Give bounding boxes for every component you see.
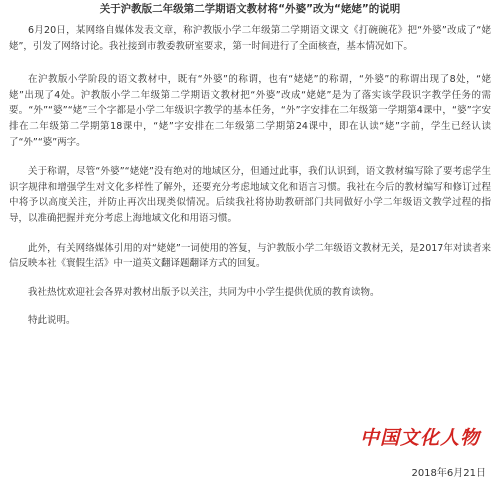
paragraph-2: 在沪教版小学阶段的语文教材中，既有“外婆”的称谓，也有“姥姥”的称谓，“外婆”的称谓出现了8处，“姥姥”出现了4处。沪教版小学二年级第二学期语文教材把“外婆”改成“姥姥”是为了落实该学段识字教学任务的需要。“外”“婆”“姥”三个字都是小学二年级识字教学的基本任务，“外”字安排在二年级第一学期第4课中，“婆”字安排在二年级第二学期第18课中，“姥”字安排在二年级第二学期第24课中，即在认读“姥”字前，学生已经认读了“外”“婆”两字。 [9,74,491,148]
publisher-logo-graphic [354,425,486,449]
paragraph-3: 关于称谓，尽管“外婆”“姥姥”没有绝对的地域区分，但通过此事，我们认识到，语文教材编写除了要考虑学生识字规律和增强学生对文化多样性了解外，还要充分考虑地域文化和语言习惯。我社在今后的教材编写和修订过程中将予以高度关注，并防止再次出现类似情况。后续我社将协助教研部门共同做好小学二年级语文教学过程的指导，以准确把握并充分考虑上海地域文化和用语习惯。 [9,166,491,224]
paragraph-4: 此外，有关网络媒体引用的对“姥姥”一词使用的答复，与沪教版小学二年级语文教材无关，是2017年对读者来信反映本社《寰假生活》中一道英文翻译题翻译方式的回复。 [9,242,491,270]
document-title: 关于沪教版二年级第二学期语文教材将“外婆”改为“姥姥”的说明 [99,3,401,15]
paragraph-6: 特此说明。 [28,315,76,327]
document-date: 2018年6月21日 [411,468,486,479]
paragraph-1: 6月20日，某网络自媒体发表文章，称沪教版小学二年级第二学期语文课文《打碗碗花》把“外婆”改成了“姥姥”，引发了网络讨论。我社接到市教委教研室要求，第一时间进行了全面核查，基本情况如下。 [9,25,491,52]
publisher-logo-text: 中国文化人物 [359,427,481,449]
publisher-logo [354,425,486,449]
paragraph-5: 我社热忱欢迎社会各界对教材出版予以关注，共同为中小学生提供优质的教育读物。 [28,286,380,298]
